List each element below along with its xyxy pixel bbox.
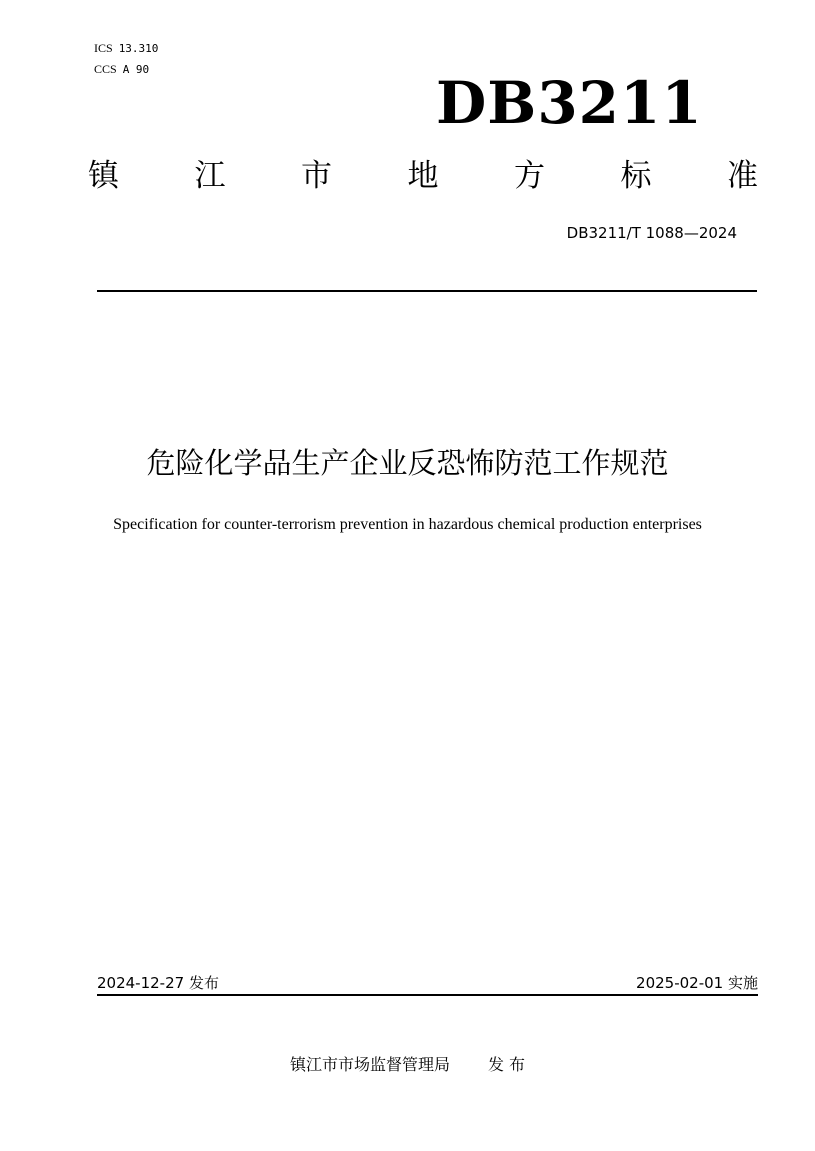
standard-type-char: 标 (620, 158, 652, 194)
issuer-line (0, 1052, 815, 1075)
standard-type-char: 江 (194, 158, 226, 194)
standard-number: DB3211/T 1088—2024 (566, 224, 737, 242)
ccs-classification (94, 61, 149, 78)
standard-type-heading (88, 156, 758, 196)
ics-code: 13.310 (118, 42, 159, 55)
header-divider (97, 290, 757, 292)
issuer-name: 镇江市市场监督管理局 (289, 1055, 450, 1074)
document-title-chinese: 危险化学品生产企业反恐怖防范工作规范 (146, 446, 669, 480)
footer-divider (97, 994, 758, 996)
ccs-label: CCS (94, 62, 117, 76)
ccs-code: A 90 (122, 63, 150, 76)
ics-label: ICS (94, 41, 113, 55)
issue-date: 2024-12-27 发布 (97, 974, 219, 992)
ics-classification (94, 40, 158, 57)
standard-type-char: 准 (727, 158, 758, 194)
document-title-english: Specification for counter-terrorism prevention in hazardous chemical production enterprises (113, 516, 702, 533)
standard-type-char: 镇 (88, 158, 119, 194)
standard-type-char: 市 (301, 158, 332, 194)
issuer-action: 发 布 (487, 1055, 526, 1074)
standard-type-char: 地 (407, 158, 439, 194)
implementation-date: 2025-02-01 实施 (636, 974, 758, 992)
standard-type-char: 方 (514, 158, 545, 194)
standard-logo: DB3211 (436, 69, 703, 137)
